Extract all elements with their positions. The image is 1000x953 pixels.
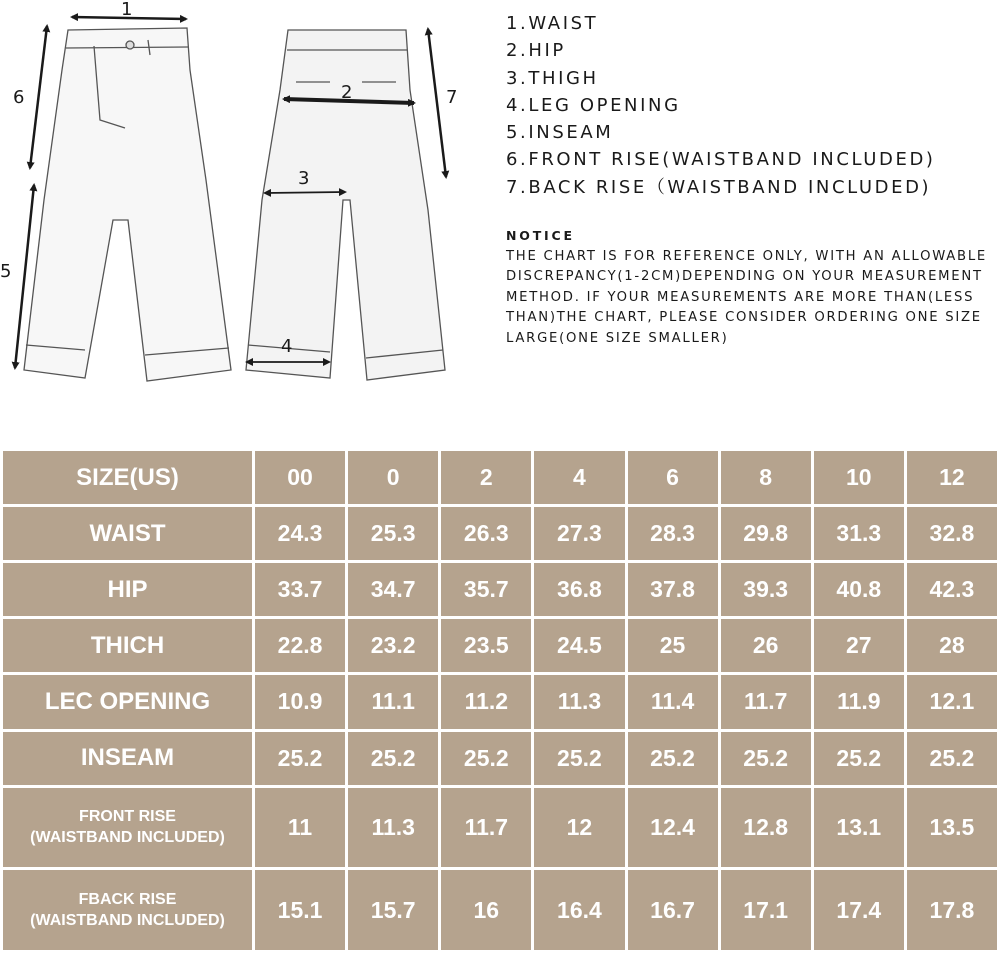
size-header-cell: 8 (721, 451, 811, 504)
table-row (3, 507, 997, 560)
table-row (3, 788, 997, 868)
value-cell: 42.3 (907, 563, 997, 616)
value-cell: 35.7 (441, 563, 531, 616)
pants-measurement-diagram (0, 0, 500, 400)
value-cell: 12 (534, 788, 624, 868)
label-4: 4 (281, 336, 293, 357)
value-cell: 28 (907, 619, 997, 672)
row-label-cell: INSEAM (3, 732, 252, 785)
value-cell: 26 (721, 619, 811, 672)
legend-item: 7.BACK RISE（WAISTBAND INCLUDED) (506, 176, 932, 198)
value-cell: 29.8 (721, 507, 811, 560)
value-cell: 25.2 (441, 732, 531, 785)
value-cell: 17.8 (907, 870, 997, 950)
value-cell: 25.2 (534, 732, 624, 785)
value-cell: 11.7 (721, 675, 811, 728)
value-cell: 23.2 (348, 619, 438, 672)
value-cell: 11.7 (441, 788, 531, 868)
label-6: 6 (13, 87, 25, 108)
header-label-cell: SIZE(US) (3, 451, 252, 504)
value-cell: 11.1 (348, 675, 438, 728)
value-cell: 22.8 (255, 619, 345, 672)
table-header-row (3, 451, 997, 504)
row-label-cell: WAIST (3, 507, 252, 560)
size-header-cell: 4 (534, 451, 624, 504)
value-cell: 11 (255, 788, 345, 868)
value-cell: 33.7 (255, 563, 345, 616)
value-cell: 27.3 (534, 507, 624, 560)
value-cell: 27 (814, 619, 904, 672)
size-header-cell: 12 (907, 451, 997, 504)
value-cell: 25.2 (907, 732, 997, 785)
value-cell: 17.4 (814, 870, 904, 950)
value-cell: 12.4 (628, 788, 718, 868)
notice-title: NOTICE (506, 228, 575, 243)
row-label-line: (WAISTBAND INCLUDED) (30, 829, 225, 847)
value-cell: 36.8 (534, 563, 624, 616)
value-cell: 16.7 (628, 870, 718, 950)
value-cell: 16.4 (534, 870, 624, 950)
value-cell: 16 (441, 870, 531, 950)
row-label-line: (WAISTBAND INCLUDED) (30, 912, 225, 930)
value-cell: 25 (628, 619, 718, 672)
value-cell: 25.2 (814, 732, 904, 785)
size-header-cell: 00 (255, 451, 345, 504)
value-cell: 34.7 (348, 563, 438, 616)
value-cell: 17.1 (721, 870, 811, 950)
row-label-line: FRONT RISE (79, 808, 176, 826)
value-cell: 13.1 (814, 788, 904, 868)
value-cell: 25.2 (628, 732, 718, 785)
value-cell: 15.1 (255, 870, 345, 950)
row-label-cell: HIP (3, 563, 252, 616)
value-cell: 11.4 (628, 675, 718, 728)
value-cell: 15.7 (348, 870, 438, 950)
value-cell: 13.5 (907, 788, 997, 868)
thigh-arrow (265, 192, 345, 193)
value-cell: 23.5 (441, 619, 531, 672)
front-pants-drawing (24, 28, 231, 381)
legend-item: 2.HIP (506, 40, 566, 62)
value-cell: 39.3 (721, 563, 811, 616)
back-rise-arrow (428, 29, 446, 177)
legend-item: 6.FRONT RISE(WAISTBAND INCLUDED) (506, 149, 936, 171)
size-chart-table (0, 448, 1000, 953)
value-cell: 10.9 (255, 675, 345, 728)
row-label-cell (3, 870, 252, 950)
table-row (3, 675, 997, 728)
value-cell: 32.8 (907, 507, 997, 560)
legend-item: 3.THIGH (506, 67, 599, 89)
legend-item: 4.LEG OPENING (506, 94, 681, 116)
table-row (3, 732, 997, 785)
measurement-legend (506, 10, 986, 201)
legend-item: 5.INSEAM (506, 122, 614, 144)
value-cell: 25.2 (348, 732, 438, 785)
row-label-line: FBACK RISE (78, 891, 177, 909)
value-cell: 26.3 (441, 507, 531, 560)
front-rise-arrow (30, 26, 47, 168)
label-2: 2 (341, 82, 353, 103)
row-label-cell: THICH (3, 619, 252, 672)
label-3: 3 (298, 168, 310, 189)
value-cell: 24.5 (534, 619, 624, 672)
size-header-cell: 2 (441, 451, 531, 504)
label-5: 5 (0, 261, 12, 282)
label-1: 1 (121, 0, 133, 20)
label-7: 7 (446, 87, 458, 108)
value-cell: 12.1 (907, 675, 997, 728)
value-cell: 24.3 (255, 507, 345, 560)
value-cell: 11.3 (534, 675, 624, 728)
size-header-cell: 10 (814, 451, 904, 504)
row-label-cell (3, 788, 252, 868)
size-header-cell: 6 (628, 451, 718, 504)
table-row (3, 563, 997, 616)
notice-section (506, 228, 996, 349)
value-cell: 12.8 (721, 788, 811, 868)
value-cell: 11.3 (348, 788, 438, 868)
value-cell: 31.3 (814, 507, 904, 560)
value-cell: 25.2 (255, 732, 345, 785)
size-header-cell: 0 (348, 451, 438, 504)
value-cell: 37.8 (628, 563, 718, 616)
value-cell: 11.2 (441, 675, 531, 728)
legend-item: 1.WAIST (506, 13, 599, 34)
value-cell: 28.3 (628, 507, 718, 560)
value-cell: 11.9 (814, 675, 904, 728)
notice-body: THE CHART IS FOR REFERENCE ONLY, WITH AN ALLOWABLE DISCREPANCY(1-2CM)DEPENDING ON YOUR MEASUREMENT METHOD. IF YOUR MEASUREMENTS ARE MORE THAN(LESS THAN)THE CHART, PLEASE CONSIDER ORDERING ONE SIZE LARGE(ONE SIZE SMALLER) (506, 249, 988, 346)
value-cell: 25.2 (721, 732, 811, 785)
table-row (3, 619, 997, 672)
value-cell: 40.8 (814, 563, 904, 616)
table-row (3, 870, 997, 950)
row-label-cell: LEC OPENING (3, 675, 252, 728)
value-cell: 25.3 (348, 507, 438, 560)
